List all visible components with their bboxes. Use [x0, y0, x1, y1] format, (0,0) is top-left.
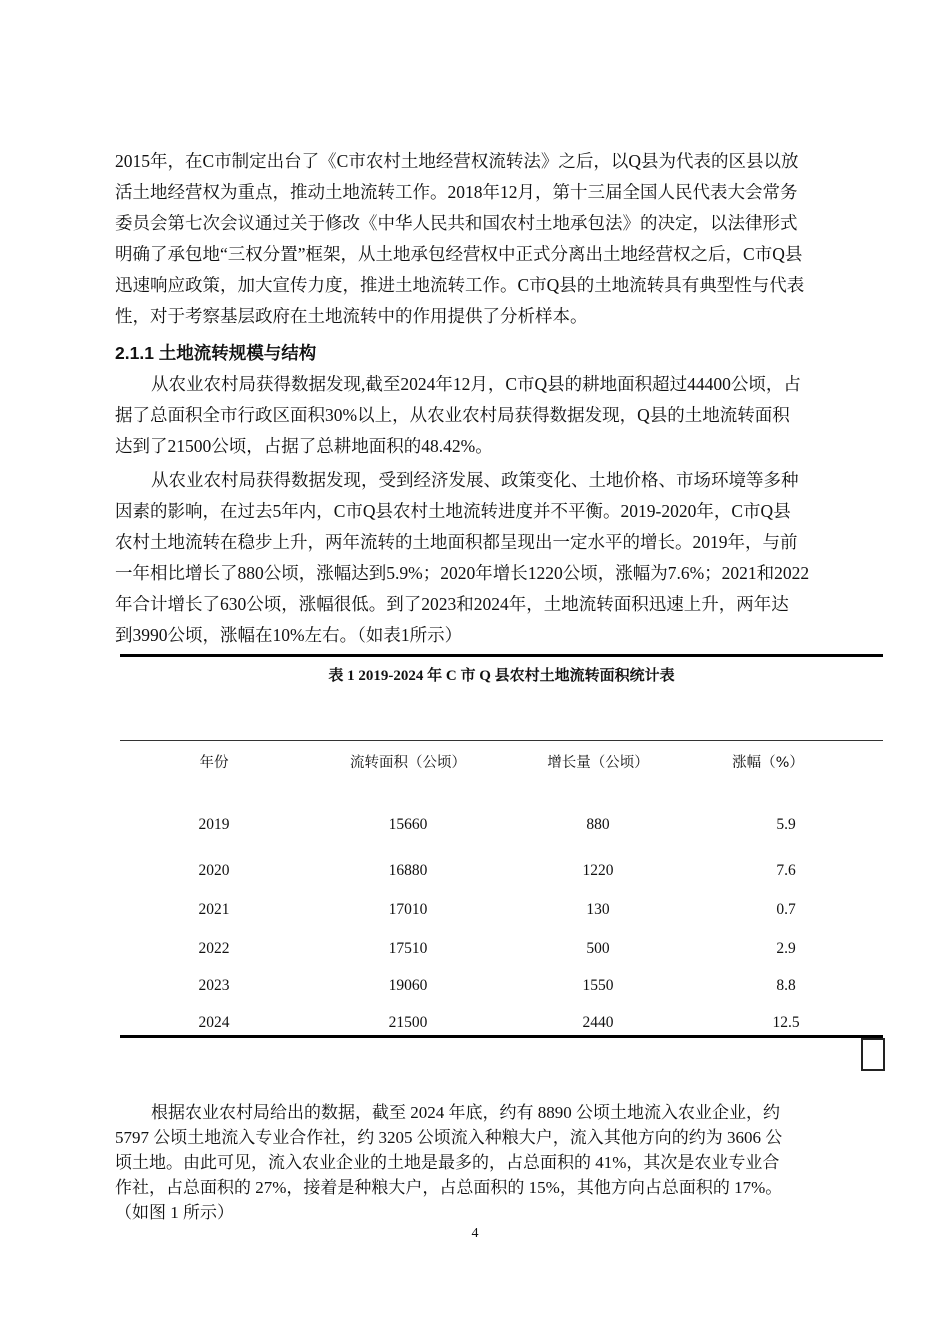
cell-year: 2020 [198, 862, 230, 879]
cell-year: 2019 [198, 816, 230, 833]
text-line: 迅速响应政策，加大宣传力度，推进土地流转工作。C市Q县的土地流转具有典型性与代表 [115, 275, 805, 295]
scale-paragraph [115, 369, 895, 462]
text-line: 根据农业农村局给出的数据，截至 2024 年底，约有 8890 公顷土地流入农业企业，约 [151, 1103, 780, 1122]
cell-area: 19060 [388, 977, 428, 994]
trend-paragraph [115, 465, 895, 651]
table-bottom-rule [120, 1035, 883, 1038]
cell-area: 15660 [388, 816, 428, 833]
cell-growth-rate: 12.5 [772, 1014, 800, 1031]
flow-paragraph [115, 1100, 895, 1225]
cell-increase: 880 [586, 816, 610, 833]
text-line: 从农业农村局获得数据发现,截至2024年12月，C市Q县的耕地面积超过44400公顷，占 [151, 374, 801, 394]
text-line: 因素的影响，在过去5年内，C市Q县农村土地流转进度并不平衡。2019-2020年，C市Q县 [115, 501, 791, 521]
cell-area: 17510 [388, 940, 428, 957]
table-top-rule [120, 654, 883, 657]
cell-year: 2023 [198, 977, 230, 994]
cell-area: 17010 [388, 901, 428, 918]
text-line: 农村土地流转在稳步上升，两年流转的土地面积都呈现出一定水平的增长。2019年，与前 [115, 532, 798, 552]
table-caption: 表 1 2019-2024 年 C 市 Q 县农村土地流转面积统计表 [328, 668, 675, 684]
cell-area: 21500 [388, 1014, 428, 1031]
text-line: 性，对于考察基层政府在土地流转中的作用提供了分析样本。 [115, 306, 588, 326]
page-number: 4 [471, 1226, 479, 1241]
intro-paragraph [115, 146, 895, 332]
text-line: 5797 公顷土地流入专业合作社，约 3205 公顷流入种粮大户，流入其他方向的约为 3606 公 [115, 1128, 783, 1147]
cell-year: 2021 [198, 901, 230, 918]
table-anchor-box [861, 1038, 885, 1071]
cell-increase: 500 [586, 940, 610, 957]
header-increase: 增长量（公顷） [547, 755, 649, 771]
text-line: 据了总面积全市行政区面积30%以上，从农业农村局获得数据发现，Q县的土地流转面积 [115, 405, 790, 425]
section-heading: 2.1.1 土地流转规模与结构 [115, 343, 317, 363]
text-line: 达到了21500公顷，占据了总耕地面积的48.42%。 [115, 436, 493, 456]
text-line: 到3990公顷，涨幅在10%左右。（如表1所示） [115, 625, 463, 645]
cell-growth-rate: 8.8 [776, 977, 796, 994]
text-line: 从农业农村局获得数据发现，受到经济发展、政策变化、土地价格、市场环境等多种 [151, 470, 799, 490]
text-line: 作社，占总面积的 27%，接着是种粮大户，占总面积的 15%，其他方向占总面积的 17%。 [115, 1178, 783, 1197]
text-line: 一年相比增长了880公顷，涨幅达到5.9%；2020年增长1220公顷，涨幅为7.6%；2021和2022 [115, 563, 810, 583]
cell-area: 16880 [388, 862, 428, 879]
cell-growth-rate: 7.6 [776, 862, 796, 879]
cell-increase: 2440 [582, 1014, 614, 1031]
text-line: 2015年，在C市制定出台了《C市农村土地经营权流转法》之后，以Q县为代表的区县以放 [115, 151, 799, 171]
table-header-rule [120, 740, 883, 741]
cell-increase: 1550 [582, 977, 614, 994]
text-line: 年合计增长了630公顷，涨幅很低。到了2023和2024年，土地流转面积迅速上升，两年达 [115, 594, 789, 614]
text-line: （如图 1 所示） [115, 1203, 234, 1222]
cell-growth-rate: 2.9 [776, 940, 796, 957]
header-growth-rate: 涨幅（%） [732, 755, 804, 771]
text-line: 明确了承包地“三权分置”框架，从土地承包经营权中正式分离出土地经营权之后，C市Q县 [115, 244, 803, 264]
cell-year: 2024 [198, 1014, 230, 1031]
text-line: 顷土地。由此可见，流入农业企业的土地是最多的，占总面积的 41%，其次是农业专业合 [115, 1153, 780, 1172]
header-area: 流转面积（公顷） [350, 755, 466, 771]
cell-growth-rate: 0.7 [776, 901, 796, 918]
text-line: 活土地经营权为重点，推动土地流转工作。2018年12月，第十三届全国人民代表大会常务 [115, 182, 798, 202]
text-line: 委员会第七次会议通过关于修改《中华人民共和国农村土地承包法》的决定，以法律形式 [115, 213, 798, 233]
cell-increase: 130 [586, 901, 610, 918]
header-year: 年份 [199, 755, 229, 771]
cell-year: 2022 [198, 940, 230, 957]
cell-increase: 1220 [582, 862, 614, 879]
cell-growth-rate: 5.9 [776, 816, 796, 833]
